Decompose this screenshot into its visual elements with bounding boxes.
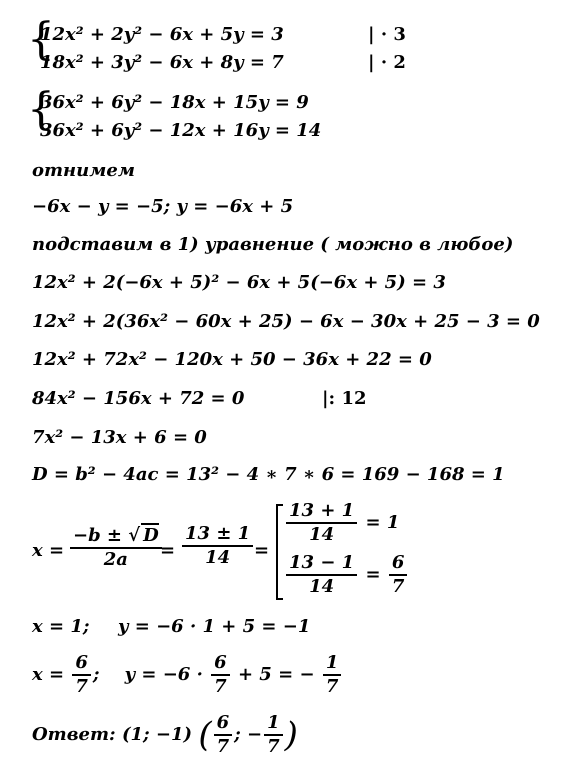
solution1-x: x = 1; bbox=[32, 616, 90, 637]
root2-equals: = bbox=[365, 564, 381, 585]
system2-eq2: 36x² + 6y² − 12x + 16y = 14 bbox=[40, 120, 322, 141]
solution2-y-denominator: 7 bbox=[211, 674, 230, 698]
root1-denominator: 14 bbox=[286, 522, 357, 546]
system1-eq2: 18x² + 3y² − 6x + 8y = 7 bbox=[40, 52, 284, 73]
step-line: 7x² − 13x + 6 = 0 bbox=[32, 427, 207, 448]
solution2-x-numerator: 6 bbox=[75, 652, 88, 673]
solution2-y-label: y = −6 · bbox=[124, 664, 203, 685]
answer-pair1: (1; −1) bbox=[121, 724, 193, 745]
roots-numeric-fraction bbox=[180, 523, 255, 569]
solution2-x-label: x = bbox=[32, 664, 65, 685]
root1 bbox=[284, 500, 399, 546]
solution2-separator: ; bbox=[92, 664, 100, 685]
system2-eq1: 36x² + 6y² − 18x + 15y = 9 bbox=[40, 92, 309, 113]
general-numerator: −b ± bbox=[73, 525, 123, 546]
line-y-expression: −6x − y = −5; y = −6x + 5 bbox=[32, 196, 294, 217]
root2-numerator: 13 − 1 bbox=[289, 552, 355, 573]
solution1-y: y = −6 · 1 + 5 = −1 bbox=[118, 616, 311, 637]
system-brace: { bbox=[27, 14, 55, 65]
answer bbox=[32, 712, 298, 758]
text-substitute: подставим в 1) уравнение ( можно в любое) bbox=[32, 234, 514, 255]
answer-label: Ответ: bbox=[32, 724, 116, 745]
divide-note: |: 12 bbox=[322, 388, 367, 409]
answer-pair2-numerator1: 6 bbox=[216, 712, 230, 733]
general-denominator: 2a bbox=[70, 547, 162, 571]
root2-value-numerator: 6 bbox=[391, 552, 405, 573]
equals-sign: = bbox=[160, 540, 176, 561]
root2-denominator: 14 bbox=[286, 574, 357, 598]
solution2-x-denominator: 7 bbox=[72, 674, 91, 698]
roots-general-fraction: $\frac{-b \pm √ D}{2a}$ bbox=[68, 523, 164, 571]
root2-value-denominator: 7 bbox=[389, 574, 408, 598]
system1-multiplier2: | · 2 bbox=[368, 52, 406, 73]
answer-pair2-denominator1: 7 bbox=[214, 734, 233, 758]
step-line: 12x² + 72x² − 120x + 50 − 36x + 22 = 0 bbox=[32, 349, 432, 370]
numeric-denominator: 14 bbox=[182, 545, 253, 569]
answer-pair2-separator: ; − bbox=[234, 724, 263, 745]
root2 bbox=[284, 552, 409, 598]
numeric-numerator: 13 ± 1 bbox=[185, 523, 251, 544]
solution2-result-numerator: 1 bbox=[325, 652, 339, 673]
step-line: 12x² + 2(36x² − 60x + 25) − 6x − 30x + 25 − 3 = 0 bbox=[32, 311, 540, 332]
step-line: 12x² + 2(−6x + 5)² − 6x + 5(−6x + 5) = 3 bbox=[32, 272, 446, 293]
system1-multiplier1: | · 3 bbox=[368, 24, 406, 45]
root1-numerator: 13 + 1 bbox=[289, 500, 355, 521]
solution2 bbox=[32, 652, 343, 698]
discriminant-line: D = b² − 4ac = 13² − 4 ∗ 7 ∗ 6 = 169 − 168 = 1 bbox=[32, 464, 505, 485]
step-line: 84x² − 156x + 72 = 0 bbox=[32, 388, 245, 409]
system-brace: { bbox=[27, 84, 55, 135]
answer-pair2-numerator2: 1 bbox=[267, 712, 280, 733]
equals-sign: = bbox=[254, 540, 270, 561]
sqrt-d: D bbox=[143, 525, 159, 546]
answer-pair2-close: ) bbox=[284, 715, 298, 755]
answer-pair2-open: ( bbox=[198, 715, 212, 755]
system1-eq1: 12x² + 2y² − 6x + 5y = 3 bbox=[40, 24, 284, 45]
solution2-result-denominator: 7 bbox=[323, 674, 342, 698]
answer-pair2-denominator2: 7 bbox=[264, 734, 283, 758]
solution2-y-numerator: 6 bbox=[214, 652, 227, 673]
root1-value: = 1 bbox=[365, 512, 400, 533]
roots-set-bracket bbox=[276, 504, 283, 600]
roots-x-label: x = bbox=[32, 540, 65, 561]
text-subtract: отнимем bbox=[32, 160, 135, 181]
solution2-y-middle: + 5 = − bbox=[237, 664, 315, 685]
